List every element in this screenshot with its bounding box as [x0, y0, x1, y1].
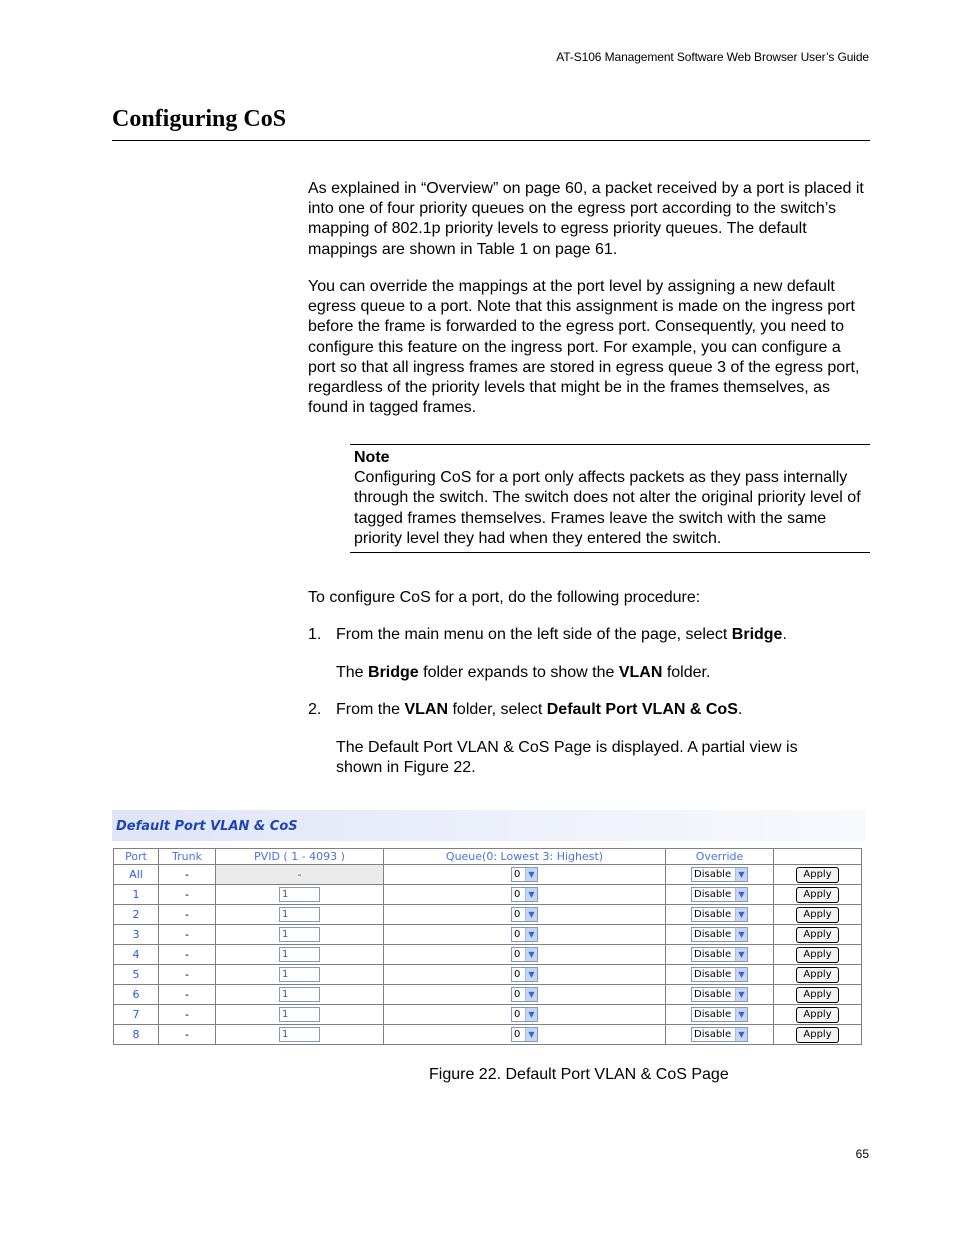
override-select[interactable]: Disable ▼ — [691, 967, 748, 982]
chevron-down-icon: ▼ — [735, 1008, 747, 1021]
chevron-down-icon: ▼ — [525, 888, 537, 901]
override-select[interactable]: Disable ▼ — [691, 1027, 748, 1042]
pvid-input[interactable]: 1 — [279, 947, 320, 962]
table-row-all — [114, 865, 862, 885]
pvid-cell — [216, 1005, 384, 1025]
trunk-cell: - — [159, 885, 216, 905]
port-cell[interactable]: 7 — [114, 1005, 159, 1025]
page-number: 65 — [855, 1147, 869, 1161]
table-row — [114, 885, 862, 905]
queue-select[interactable]: 0 ▼ — [511, 1027, 538, 1042]
queue-cell — [384, 945, 666, 965]
column-header-action — [774, 849, 862, 865]
pvid-cell — [216, 905, 384, 925]
port-cell[interactable]: 6 — [114, 985, 159, 1005]
chevron-down-icon: ▼ — [525, 948, 537, 961]
chevron-down-icon: ▼ — [735, 1028, 747, 1041]
table-row — [114, 925, 862, 945]
column-header-pvid: PVID ( 1 - 4093 ) — [216, 849, 384, 865]
queue-select[interactable]: 0 ▼ — [511, 1007, 538, 1022]
apply-button[interactable]: Apply — [796, 987, 839, 1003]
apply-button[interactable]: Apply — [796, 927, 839, 943]
trunk-cell: - — [159, 965, 216, 985]
pvid-cell — [216, 945, 384, 965]
port-cell[interactable]: 1 — [114, 885, 159, 905]
queue-select[interactable]: 0 ▼ — [511, 927, 538, 942]
queue-select[interactable]: 0 ▼ — [511, 867, 538, 882]
action-cell — [774, 945, 862, 965]
queue-select[interactable]: 0 ▼ — [511, 967, 538, 982]
queue-cell — [384, 965, 666, 985]
pvid-input[interactable]: 1 — [279, 927, 320, 942]
queue-cell — [384, 905, 666, 925]
chevron-down-icon: ▼ — [525, 908, 537, 921]
port-cell[interactable]: 3 — [114, 925, 159, 945]
apply-button[interactable]: Apply — [796, 887, 839, 903]
port-cell[interactable]: 8 — [114, 1025, 159, 1045]
pvid-cell — [216, 985, 384, 1005]
chevron-down-icon: ▼ — [525, 868, 537, 881]
override-select[interactable]: Disable ▼ — [691, 927, 748, 942]
column-header-queue: Queue(0: Lowest 3: Highest) — [384, 849, 666, 865]
apply-button[interactable]: Apply — [796, 947, 839, 963]
override-cell — [666, 885, 774, 905]
port-cell[interactable]: 4 — [114, 945, 159, 965]
chevron-down-icon: ▼ — [525, 1028, 537, 1041]
override-select[interactable]: Disable ▼ — [691, 947, 748, 962]
step-result-text: The Bridge folder expands to show the VLAN folder. — [336, 664, 711, 681]
port-cell[interactable]: 5 — [114, 965, 159, 985]
action-cell — [774, 985, 862, 1005]
queue-cell — [384, 885, 666, 905]
override-cell — [666, 965, 774, 985]
trunk-cell: - — [159, 945, 216, 965]
table-row — [114, 945, 862, 965]
queue-cell — [384, 925, 666, 945]
table-row — [114, 965, 862, 985]
chevron-down-icon: ▼ — [525, 968, 537, 981]
override-select[interactable]: Disable ▼ — [691, 907, 748, 922]
pvid-input[interactable]: 1 — [279, 907, 320, 922]
override-paragraph: You can override the mappings at the port level by assigning a new default egress queue to a port. Note that this assignment is made on the ingress port before the frame is forwarded to the egress port. Consequently, you need to configure this feature on the ingress port. For example, you can configure a port so that all ingress frames are stored in egress queue 3 of the egress port, regardless of the priority levels that might be in the frames themselves, as found in tagged frames. — [308, 278, 860, 417]
table-row — [114, 985, 862, 1005]
override-cell — [666, 865, 774, 885]
pvid-input[interactable]: 1 — [279, 987, 320, 1002]
trunk-cell: - — [159, 865, 216, 885]
note-heading: Note — [354, 449, 390, 466]
queue-cell — [384, 985, 666, 1005]
chevron-down-icon: ▼ — [735, 968, 747, 981]
pvid-input[interactable]: 1 — [279, 1007, 320, 1022]
trunk-cell: - — [159, 1025, 216, 1045]
page-banner — [112, 810, 866, 841]
override-cell — [666, 945, 774, 965]
chevron-down-icon: ▼ — [525, 988, 537, 1001]
table-row — [114, 1005, 862, 1025]
chevron-down-icon: ▼ — [735, 988, 747, 1001]
pvid-cell — [216, 1025, 384, 1045]
column-header-trunk: Trunk — [159, 849, 216, 865]
override-select[interactable]: Disable ▼ — [691, 887, 748, 902]
pvid-cell — [216, 885, 384, 905]
queue-select[interactable]: 0 ▼ — [511, 907, 538, 922]
title-rule — [112, 140, 870, 141]
port-cell[interactable]: 2 — [114, 905, 159, 925]
queue-cell — [384, 865, 666, 885]
section-title: Configuring CoS — [112, 106, 287, 132]
step-result-text: The Default Port VLAN & CoS Page is displayed. A partial view is shown in Figure 22. — [336, 739, 798, 777]
action-cell — [774, 905, 862, 925]
intro-paragraph: As explained in “Overview” on page 60, a packet received by a port is placed it into one of four priority queues on the egress port according to the switch’s mapping of 802.1p priority levels to egress priority queues. The default mappings are shown in Table 1 on page 61. — [308, 180, 864, 258]
override-cell — [666, 1005, 774, 1025]
column-header-port: Port — [114, 849, 159, 865]
override-cell — [666, 1025, 774, 1045]
table-row — [114, 1025, 862, 1045]
table-header-row — [114, 849, 862, 865]
queue-select[interactable]: 0 ▼ — [511, 987, 538, 1002]
override-cell — [666, 905, 774, 925]
step-text: From the main menu on the left side of the page, select Bridge. — [336, 626, 787, 643]
chevron-down-icon: ▼ — [735, 948, 747, 961]
apply-button[interactable]: Apply — [796, 867, 839, 883]
queue-select[interactable]: 0 ▼ — [511, 947, 538, 962]
pvid-input[interactable]: 1 — [279, 1027, 320, 1042]
step-number: 2. — [308, 701, 322, 718]
apply-button[interactable]: Apply — [796, 1007, 839, 1023]
queue-select[interactable]: 0 ▼ — [511, 887, 538, 902]
apply-button[interactable]: Apply — [796, 967, 839, 983]
note-box — [350, 444, 870, 553]
chevron-down-icon: ▼ — [525, 1008, 537, 1021]
trunk-cell: - — [159, 905, 216, 925]
override-select[interactable]: Disable ▼ — [691, 867, 748, 882]
override-select[interactable]: Disable ▼ — [691, 987, 748, 1002]
queue-cell — [384, 1005, 666, 1025]
procedure-intro: To configure CoS for a port, do the following procedure: — [308, 589, 701, 606]
action-cell — [774, 865, 862, 885]
override-cell — [666, 925, 774, 945]
table-row — [114, 905, 862, 925]
running-header: AT-S106 Management Software Web Browser User’s Guide — [556, 50, 869, 64]
action-cell — [774, 885, 862, 905]
chevron-down-icon: ▼ — [735, 908, 747, 921]
action-cell — [774, 1005, 862, 1025]
pvid-input[interactable]: 1 — [279, 887, 320, 902]
step-text: From the VLAN folder, select Default Port VLAN & CoS. — [336, 701, 743, 718]
trunk-cell: - — [159, 985, 216, 1005]
figure-caption: Figure 22. Default Port VLAN & CoS Page — [429, 1066, 729, 1083]
pvid-cell — [216, 965, 384, 985]
pvid-cell — [216, 925, 384, 945]
action-cell — [774, 1025, 862, 1045]
chevron-down-icon: ▼ — [735, 888, 747, 901]
port-cos-table — [113, 848, 862, 1045]
pvid-cell: - — [216, 865, 384, 885]
port-cell[interactable]: All — [114, 865, 159, 885]
action-cell — [774, 965, 862, 985]
trunk-cell: - — [159, 925, 216, 945]
note-text: Configuring CoS for a port only affects packets as they pass internally through the switch. The switch does not alter the original priority level of tagged frames themselves. Frames leave the switch with the same priority level they had when they entered the switch. — [354, 469, 861, 547]
column-header-override: Override — [666, 849, 774, 865]
apply-button[interactable]: Apply — [796, 907, 839, 923]
override-select[interactable]: Disable ▼ — [691, 1007, 748, 1022]
queue-cell — [384, 1025, 666, 1045]
page-banner-title: Default Port VLAN & CoS — [116, 819, 298, 834]
override-cell — [666, 985, 774, 1005]
pvid-input[interactable]: 1 — [279, 967, 320, 982]
figure-22 — [112, 808, 866, 1048]
chevron-down-icon: ▼ — [735, 928, 747, 941]
trunk-cell: - — [159, 1005, 216, 1025]
chevron-down-icon: ▼ — [525, 928, 537, 941]
apply-button[interactable]: Apply — [796, 1027, 839, 1043]
chevron-down-icon: ▼ — [735, 868, 747, 881]
action-cell — [774, 925, 862, 945]
step-number: 1. — [308, 626, 322, 643]
